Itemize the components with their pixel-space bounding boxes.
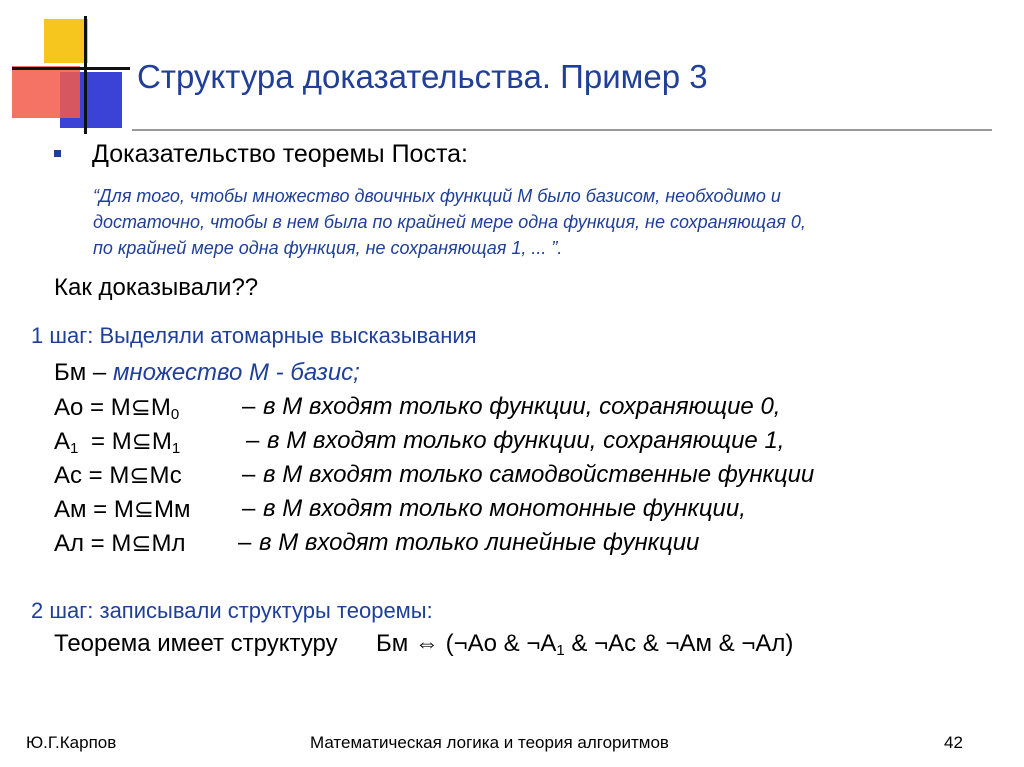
atom-dash: – xyxy=(242,495,256,522)
atom-dash: – xyxy=(242,461,256,488)
atom-description: множество М - базис; xyxy=(112,359,360,386)
logo-vertical-line xyxy=(84,16,87,134)
formula-a1: А xyxy=(540,630,557,657)
atom-eq: = М xyxy=(84,428,132,455)
atom-dash: – xyxy=(242,393,256,420)
atom-rhs: Мм xyxy=(153,496,191,523)
atom-row-bm xyxy=(54,359,360,387)
subset-eq-icon: ⊆ xyxy=(131,530,152,557)
quote-line-1: “Для того, чтобы множество двоичных функций М было базисом, необходимо и xyxy=(93,186,781,206)
atom-lhs: Ал = М xyxy=(54,530,132,557)
atom-description: в М входят только монотонные функции, xyxy=(263,495,746,522)
atom-row-al-formula xyxy=(54,529,185,558)
atom-description: в М входят только функции, сохраняющие 1, xyxy=(267,427,785,454)
square-bullet-icon xyxy=(54,150,61,157)
footer-course: Математическая логика и теория алгоритмов xyxy=(310,733,669,752)
atom-rhs: Мс xyxy=(149,462,182,489)
logo-yellow-square xyxy=(44,19,88,63)
atom-lhs: Ас = М xyxy=(54,462,130,489)
step2-heading: 2 шаг: записывали структуры теоремы: xyxy=(31,598,433,623)
atom-rhs-sub: 1 xyxy=(171,440,181,457)
formula-amp: & xyxy=(571,630,588,657)
formula-ao: Ао xyxy=(467,630,497,657)
not-sign-icon: ¬ xyxy=(665,630,680,657)
atom-row-am-formula xyxy=(54,495,190,524)
logo-horizontal-line xyxy=(12,67,130,70)
formula-al: Ал xyxy=(755,630,786,657)
quote-line-3: по крайней мере одна функция, не сохраняющая 1, ... ”. xyxy=(93,238,563,258)
title-underline xyxy=(132,129,992,131)
step1-heading: 1 шаг: Выделяли атомарные высказывания xyxy=(31,323,477,348)
formula-a1-sub: 1 xyxy=(556,642,565,659)
subset-eq-icon: ⊆ xyxy=(130,394,151,421)
atom-row-ac-formula xyxy=(54,461,182,490)
atom-rhs: М xyxy=(151,428,172,455)
atom-lhs: Ао = М xyxy=(54,394,131,421)
atom-row-a1-formula xyxy=(54,427,180,456)
atom-description: в М входят только линейные функции xyxy=(259,529,700,556)
not-sign-icon: ¬ xyxy=(453,630,468,657)
subset-eq-icon: ⊆ xyxy=(131,428,152,455)
footer-page-number: 42 xyxy=(944,733,963,752)
atom-dash: – xyxy=(246,427,260,454)
theorem-formula xyxy=(376,630,793,658)
not-sign-icon: ¬ xyxy=(526,630,541,657)
formula-ac: Ас xyxy=(608,630,637,657)
atom-rhs: М xyxy=(150,394,171,421)
logo-red-square xyxy=(12,66,80,118)
not-sign-icon: ¬ xyxy=(741,630,756,657)
formula-close-paren: ) xyxy=(785,630,794,657)
formula-amp: & xyxy=(642,630,659,657)
question-text: Как доказывали?? xyxy=(54,274,259,301)
atom-description: в М входят только самодвойственные функции xyxy=(263,461,815,488)
atom-lhs: Ам = М xyxy=(54,496,134,523)
atom-row-ao-formula xyxy=(54,393,179,422)
theorem-structure-text: Теорема имеет структуру xyxy=(54,630,338,657)
atom-rhs: Мл xyxy=(151,530,186,557)
atom-lhs: Бм – xyxy=(54,359,113,386)
formula-amp: & xyxy=(718,630,735,657)
formula-amp: & xyxy=(503,630,520,657)
atom-rhs-sub: 0 xyxy=(170,406,180,423)
slide-title: Структура доказательства. Пример 3 xyxy=(137,58,708,95)
atom-dash: – xyxy=(238,529,252,556)
iff-arrow-icon: ⇔ xyxy=(414,630,439,657)
subset-eq-icon: ⊆ xyxy=(129,462,150,489)
subset-eq-icon: ⊆ xyxy=(133,496,154,523)
atom-lhs-sub: 1 xyxy=(70,440,79,457)
not-sign-icon: ¬ xyxy=(594,630,609,657)
formula-am: Ам xyxy=(679,630,712,657)
atom-lhs: А xyxy=(54,428,71,455)
atom-description: в М входят только функции, сохраняющие 0, xyxy=(263,393,781,420)
quote-line-2: достаточно, чтобы в нем была по крайней мере одна функция, не сохраняющая 0, xyxy=(93,212,806,232)
formula-open-paren: ( xyxy=(445,630,454,657)
footer-author: Ю.Г.Карпов xyxy=(26,733,117,752)
bullet-heading: Доказательство теоремы Поста: xyxy=(92,140,468,168)
formula-bm: Бм xyxy=(376,630,409,657)
